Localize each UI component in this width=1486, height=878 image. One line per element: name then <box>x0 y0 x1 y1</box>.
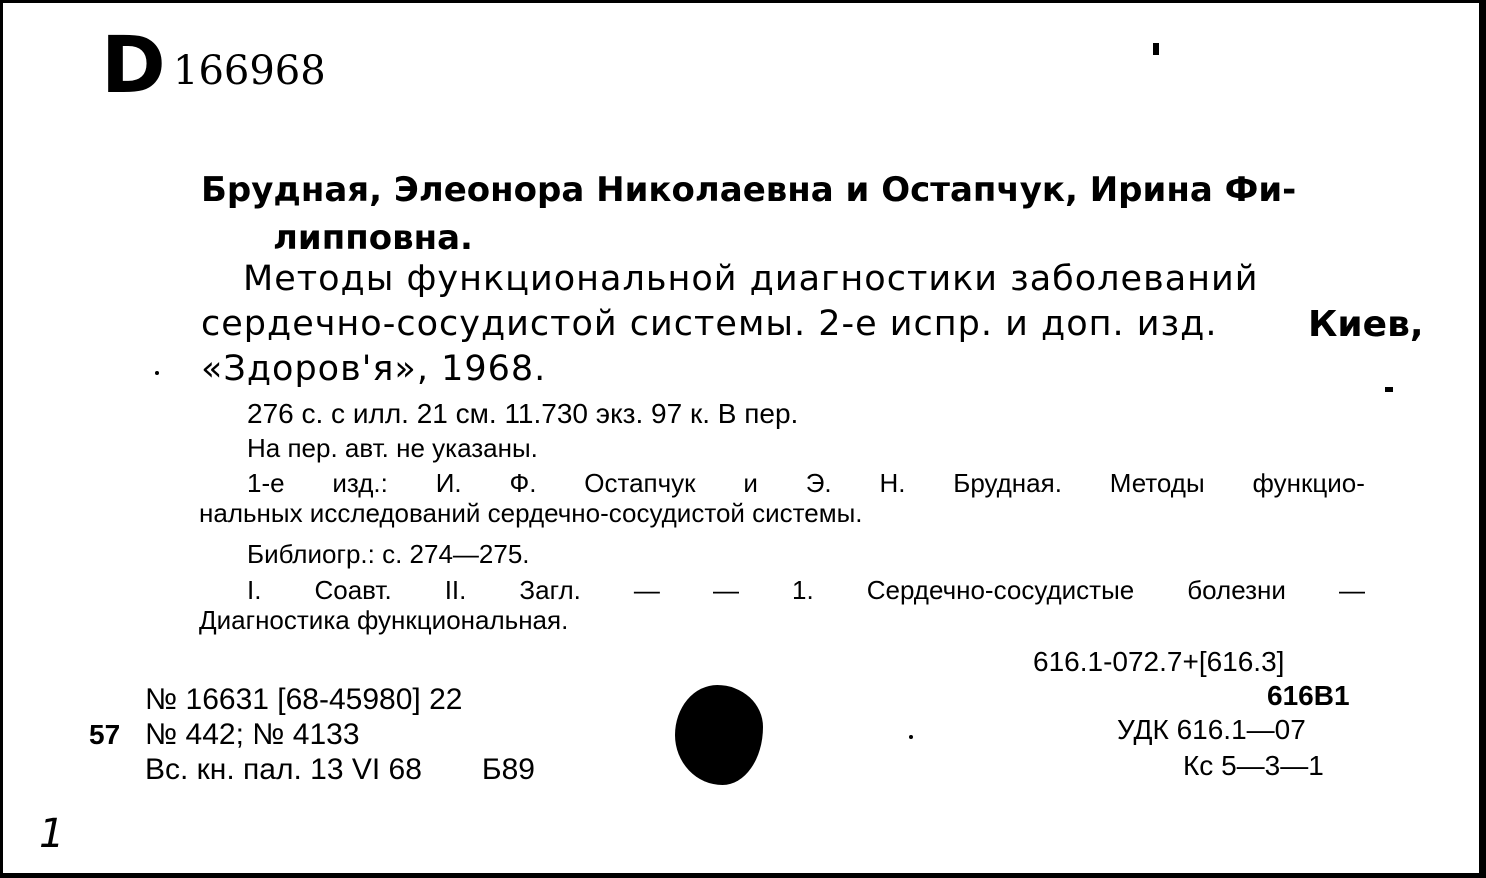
note-first-edition-line-1 <box>247 468 1365 498</box>
title-line-3: «Здоров'я», 1968. <box>201 349 547 389</box>
accession-line-3 <box>145 755 535 785</box>
card-series-number: 57 <box>89 719 121 750</box>
title-line-1: Методы функциональной диагностики заболеваний <box>243 259 1259 299</box>
classification-code: 616В1 <box>1267 680 1350 711</box>
ink-mark <box>1153 43 1159 55</box>
bibliography-note: Библиогр.: с. 274—275. <box>247 539 530 569</box>
word: — <box>1338 575 1365 605</box>
word: Э. <box>805 468 832 498</box>
shelfmark-number: 166968 <box>173 48 326 94</box>
word: Ф. <box>509 468 537 498</box>
ink-dot <box>155 371 159 375</box>
tracings-line-1 <box>247 575 1365 605</box>
word: Методы <box>1109 468 1205 498</box>
place-handwritten: Киев, <box>1308 304 1424 345</box>
word: Сердечно-сосудистые <box>866 575 1135 605</box>
word: 1-е <box>247 468 285 498</box>
word: Остапчук <box>584 468 696 498</box>
tracings <box>199 575 1365 635</box>
word: болезни <box>1187 575 1286 605</box>
ink-dot <box>909 735 913 739</box>
word: Соавт. <box>314 575 392 605</box>
ink-mark <box>1385 387 1393 392</box>
kc-number: Кс 5—3—1 <box>1183 750 1324 781</box>
word: — <box>712 575 739 605</box>
word: функцио- <box>1252 468 1365 498</box>
word: изд.: <box>332 468 388 498</box>
word: II. <box>444 575 467 605</box>
author-line-2: липповна. <box>273 218 473 258</box>
note-authors: На пер. авт. не указаны. <box>247 433 538 463</box>
word: I. <box>247 575 262 605</box>
printer-code: Б89 <box>481 753 535 786</box>
word: и <box>743 468 758 498</box>
author-line-1: Брудная, Элеонора Николаевна и Остапчук, Ирина Фи- <box>201 170 1297 210</box>
word: Брудная. <box>953 468 1062 498</box>
note-first-edition-line-2: нальных исследований сердечно-сосудистой системы. <box>199 498 863 528</box>
classification-number: 616.1-072.7+[616.3] <box>1033 646 1285 677</box>
word: Н. <box>879 468 906 498</box>
tracings-line-2: Диагностика функциональная. <box>199 605 569 635</box>
word: Загл. <box>519 575 581 605</box>
author-heading <box>201 166 1401 262</box>
accession-line-1: № 16631 [68-45980] 22 <box>145 683 463 716</box>
card-page-number: 1 <box>39 811 65 857</box>
punch-hole <box>675 685 763 785</box>
word: 1. <box>791 575 814 605</box>
collation: 276 с. с илл. 21 см. 11.730 экз. 97 к. В пер. <box>247 398 799 429</box>
title-statement <box>201 257 1259 392</box>
word: И. <box>435 468 462 498</box>
catalog-card <box>3 3 1479 873</box>
accession-line-2: № 442; № 4133 <box>145 718 360 751</box>
title-line-2: сердечно-сосудистой системы. 2-е испр. и доп. изд. <box>201 304 1218 344</box>
udk-number: УДК 616.1—07 <box>1117 714 1306 745</box>
note-first-edition <box>199 468 1367 528</box>
word: — <box>633 575 660 605</box>
shelfmark-letter: D <box>101 21 164 111</box>
chamber-date: Вс. кн. пал. 13 VI 68 <box>145 753 422 786</box>
